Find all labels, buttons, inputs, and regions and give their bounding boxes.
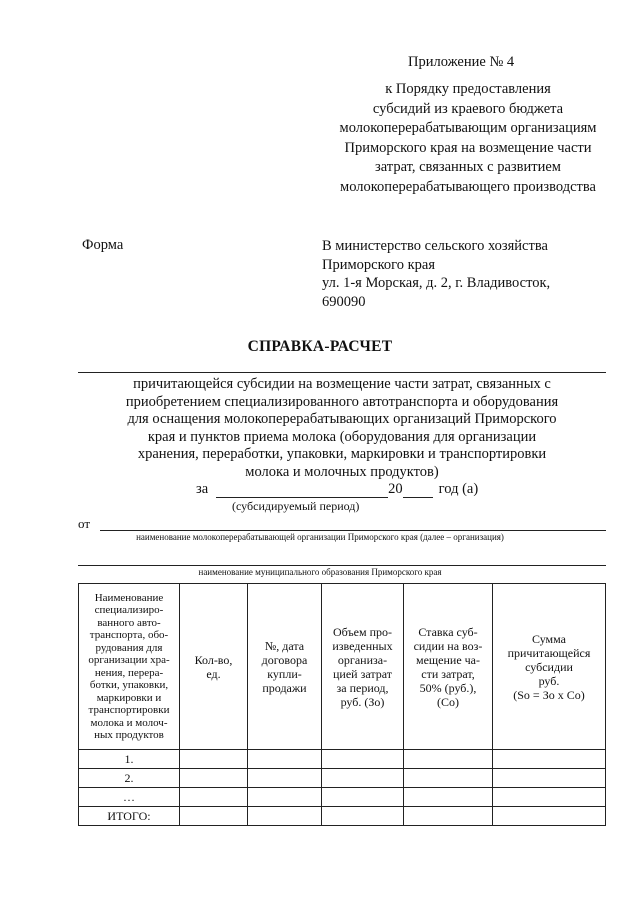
header-line: продажи bbox=[262, 680, 307, 695]
divider-line bbox=[78, 372, 606, 373]
table-cell[interactable] bbox=[180, 807, 248, 826]
header-subsidy-amount bbox=[493, 584, 606, 750]
header-line: руб. bbox=[538, 673, 560, 688]
municipality-caption: наименование муниципального образования Приморского края bbox=[198, 567, 442, 577]
table-cell[interactable] bbox=[180, 750, 248, 769]
header-line: субсидии bbox=[525, 659, 573, 674]
header-line: 50% (руб.), bbox=[419, 680, 477, 695]
period-suffix: год (а) bbox=[438, 481, 479, 497]
table-cell[interactable] bbox=[404, 769, 493, 788]
header-line: цией затрат bbox=[333, 666, 392, 681]
table-cell[interactable] bbox=[322, 788, 404, 807]
purpose-line: молока и молочных продуктов) bbox=[245, 463, 439, 480]
table-cell[interactable] bbox=[404, 807, 493, 826]
purpose-line: причитающейся субсидии на возмещение части затрат, связанных с bbox=[133, 376, 551, 392]
header-line: Наименование bbox=[94, 591, 164, 604]
header-line: (Со) bbox=[437, 694, 459, 709]
table-cell[interactable] bbox=[248, 807, 322, 826]
header-line: купли- bbox=[267, 666, 302, 681]
header-line: организации хра- bbox=[88, 654, 170, 666]
header-line: Ставка суб- bbox=[418, 624, 478, 639]
table-cell[interactable] bbox=[322, 807, 404, 826]
table-row bbox=[79, 769, 606, 788]
table-cell[interactable] bbox=[404, 750, 493, 769]
header-line: транспортировки bbox=[88, 704, 170, 716]
header-equipment-name bbox=[79, 584, 180, 750]
row-label: 2. bbox=[79, 769, 180, 788]
period-prefix: за bbox=[196, 481, 209, 497]
row-label: … bbox=[79, 788, 180, 807]
municipality-name-field[interactable] bbox=[78, 565, 606, 566]
addressee-line: ул. 1-я Морская, д. 2, г. Владивосток, bbox=[322, 275, 551, 291]
period-blank-field[interactable] bbox=[216, 483, 388, 498]
period-year-blank-field[interactable] bbox=[403, 483, 433, 498]
header-line: молока и молоч- bbox=[90, 716, 168, 729]
addressee-line: В министерство сельского хозяйства bbox=[322, 238, 548, 254]
organization-caption: наименование молокоперерабатывающей организации Приморского края (далее – организация) bbox=[136, 532, 504, 542]
appendix-text bbox=[318, 80, 618, 197]
addressee-line: Приморского края bbox=[322, 256, 436, 273]
table-cell[interactable] bbox=[493, 750, 606, 769]
purpose-line: для оснащения молокоперерабатывающих организаций Приморского bbox=[127, 411, 557, 427]
purpose-line: края и пунктов приема молока (оборудования для организации bbox=[147, 428, 537, 445]
header-line: договора bbox=[261, 652, 308, 667]
header-line: организа- bbox=[337, 652, 388, 667]
header-line: №, дата bbox=[264, 638, 305, 653]
header-line: рудования для bbox=[95, 641, 163, 654]
table-cell[interactable] bbox=[493, 769, 606, 788]
purpose-line: хранения, переработки, упаковки, маркировки и транспортировки bbox=[137, 446, 547, 462]
period-year-prefix: 20 bbox=[388, 481, 403, 497]
table-cell[interactable] bbox=[180, 769, 248, 788]
table-cell[interactable] bbox=[248, 750, 322, 769]
header-line: ванного авто- bbox=[97, 616, 161, 629]
header-costs-volume bbox=[322, 584, 404, 750]
appendix-line: молокоперерабатывающего производства bbox=[340, 178, 596, 195]
header-line: сти затрат, bbox=[421, 666, 475, 681]
header-line: руб. (Зо) bbox=[340, 694, 385, 709]
header-line: (So = Зо х Со) bbox=[513, 687, 585, 702]
header-contract bbox=[248, 584, 322, 750]
table-cell[interactable] bbox=[322, 769, 404, 788]
period-row bbox=[196, 481, 478, 498]
header-line: маркировки и bbox=[96, 691, 162, 704]
calculation-table bbox=[78, 583, 606, 826]
table-cell[interactable] bbox=[248, 788, 322, 807]
header-line: нения, перера- bbox=[94, 666, 164, 679]
table-row bbox=[79, 750, 606, 769]
from-label: от bbox=[78, 516, 91, 531]
row-label: 1. bbox=[79, 750, 180, 769]
header-line: ботки, упаковки, bbox=[89, 679, 169, 691]
header-line: изведенных bbox=[332, 638, 393, 653]
appendix-line: затрат, связанных с развитием bbox=[375, 159, 561, 175]
header-line: Сумма bbox=[532, 631, 566, 646]
appendix-title: Приложение № 4 bbox=[408, 54, 515, 70]
table-cell[interactable] bbox=[493, 807, 606, 826]
header-line: специализиро- bbox=[94, 604, 164, 616]
header-line: причитающейся bbox=[507, 645, 591, 660]
table-cell[interactable] bbox=[404, 788, 493, 807]
period-caption: (субсидируемый период) bbox=[232, 499, 360, 513]
organization-name-field[interactable] bbox=[100, 530, 606, 531]
table-cell[interactable] bbox=[248, 769, 322, 788]
header-line: Кол-во, bbox=[194, 652, 233, 667]
header-line: за период, bbox=[336, 680, 389, 695]
header-line: Объем про- bbox=[332, 624, 392, 639]
table-row bbox=[79, 788, 606, 807]
header-line: транспорта, обо- bbox=[89, 629, 169, 641]
appendix-line: к Порядку предоставления bbox=[385, 81, 551, 97]
table-cell[interactable] bbox=[180, 788, 248, 807]
header-quantity bbox=[180, 584, 248, 750]
form-label: Форма bbox=[82, 237, 124, 253]
table-row-total bbox=[79, 807, 606, 826]
header-subsidy-rate bbox=[404, 584, 493, 750]
appendix-line: субсидий из краевого бюджета bbox=[372, 100, 564, 117]
table-cell[interactable] bbox=[493, 788, 606, 807]
table-cell[interactable] bbox=[322, 750, 404, 769]
header-line: сидии на воз- bbox=[413, 638, 483, 653]
addressee-block bbox=[322, 237, 612, 311]
purpose-text bbox=[92, 376, 592, 481]
header-line: ед. bbox=[206, 666, 221, 681]
table-header-row bbox=[79, 584, 606, 750]
header-line: ных продуктов bbox=[94, 729, 164, 741]
appendix-line: молокоперерабатывающим организациям bbox=[339, 120, 597, 136]
appendix-line: Приморского края на возмещение части bbox=[344, 139, 592, 156]
total-label: ИТОГО: bbox=[79, 807, 180, 826]
document-title: СПРАВКА-РАСЧЕТ bbox=[247, 338, 393, 355]
addressee-line: 690090 bbox=[322, 293, 366, 310]
header-line: мещение ча- bbox=[415, 652, 480, 667]
purpose-line: приобретением специализированного автотранспорта и оборудования bbox=[125, 393, 559, 410]
